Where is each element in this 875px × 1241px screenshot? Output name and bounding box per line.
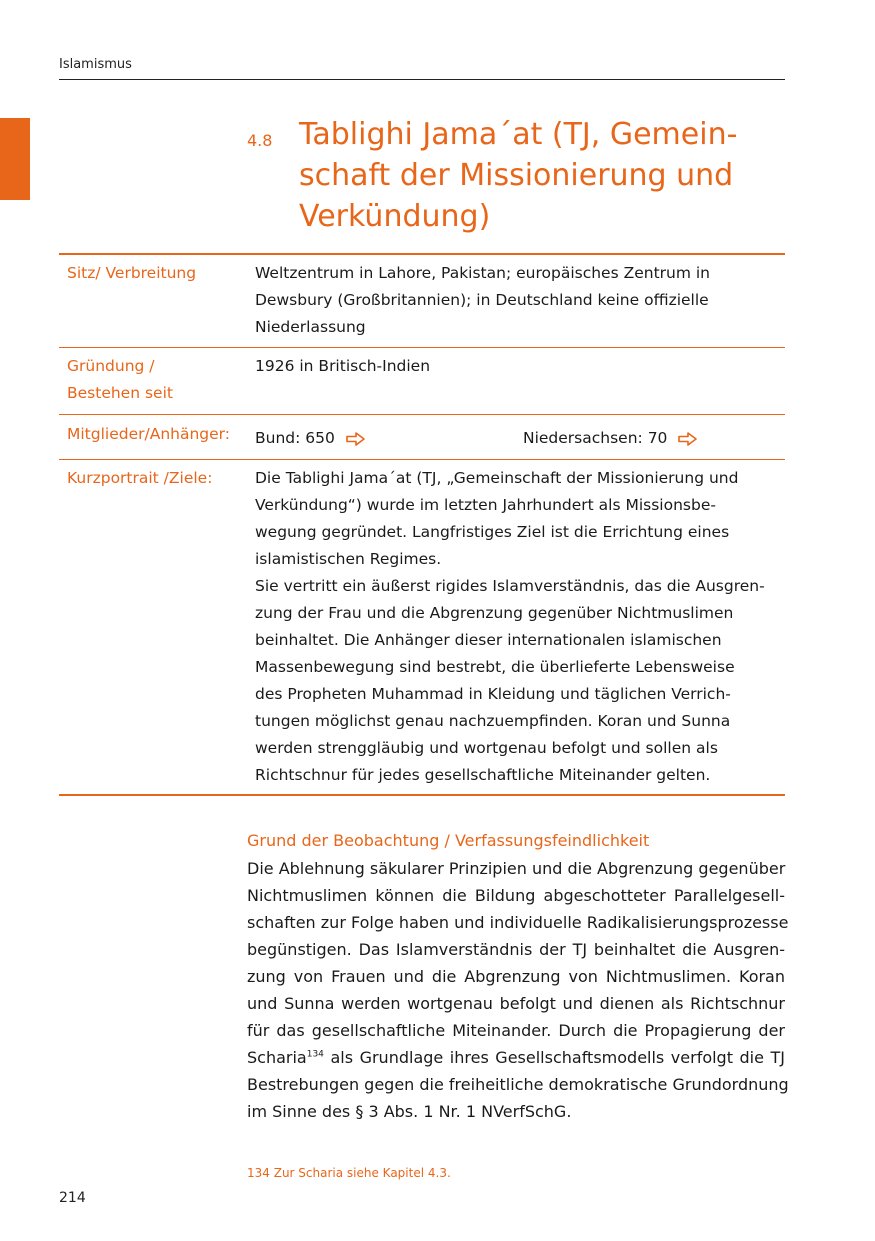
niedersachsen-count: Niedersachsen: 70 <box>523 429 668 447</box>
label-text: Sitz/ Verbreitung <box>67 264 197 282</box>
row-label-gruendung <box>67 353 173 407</box>
table-row-divider <box>59 459 785 460</box>
text-line: zung von Frauen und die Abgrenzung von Nichtmuslimen. Koran <box>247 967 785 986</box>
text-line: schaften zur Folge haben und individuelle Radikalisierungsprozesse <box>247 913 789 932</box>
arrow-right-outline-icon <box>346 432 366 446</box>
text-line: Nichtmuslimen können die Bildung abgeschotteter Parallelgesell- <box>247 886 785 905</box>
bund-count: Bund: 650 <box>255 429 335 447</box>
section-title-line: Verkündung) <box>299 199 491 234</box>
text-line: und Sunna werden wortgenau befolgt und dienen als Richtschnur <box>247 994 785 1013</box>
text-line: begünstigen. Das Islamverständnis der TJ beinhaltet die Ausgren- <box>247 940 785 959</box>
text-line: werden strenggläubig und wortgenau befolgt und sollen als <box>255 739 718 757</box>
text-line: für das gesellschaftliche Miteinander. Durch die Propagierung der <box>247 1021 785 1040</box>
row-label-sitz <box>67 260 196 287</box>
observation-body <box>247 855 789 1125</box>
footnote-134: 134 Zur Scharia siehe Kapitel 4.3. <box>247 1166 451 1180</box>
text-line: Massenbewegung sind bestrebt, die überlieferte Lebensweise <box>255 658 735 676</box>
label-text: Mitglieder/Anhänger: <box>67 425 230 443</box>
text-line: wegung gegründet. Langfristiges Ziel ist die Errichtung eines <box>255 523 730 541</box>
page-number: 214 <box>59 1190 86 1206</box>
row-value-niedersachsen <box>523 425 783 452</box>
text-line: islamistischen Regimes. <box>255 550 442 568</box>
footnote-reference[interactable]: 134 <box>306 1049 324 1060</box>
text-line: Bestrebungen gegen die freiheitliche demokratische Grundordnung <box>247 1075 789 1094</box>
row-value-sitz <box>255 260 780 341</box>
text-line-with-footnote <box>247 1044 785 1071</box>
text-line: beinhaltet. Die Anhänger dieser internationalen islamischen <box>255 631 722 649</box>
chapter-tab-marker <box>0 118 30 200</box>
text-line: im Sinne des § 3 Abs. 1 Nr. 1 NVerfSchG. <box>247 1102 572 1121</box>
text-line: des Propheten Muhammad in Kleidung und täglichen Verrich- <box>255 685 731 703</box>
text-line: Die Tablighi Jama´at (TJ, „Gemeinschaft der Missionierung und <box>255 469 739 487</box>
text-line: Niederlassung <box>255 318 366 336</box>
text-line: zung der Frau und die Abgrenzung gegenüber Nichtmuslimen <box>255 604 734 622</box>
header-divider <box>59 79 785 80</box>
label-text: Kurzportrait /Ziele: <box>67 469 213 487</box>
text-line: tungen möglichst genau nachzuempfinden. Koran und Sunna <box>255 712 731 730</box>
running-header: Islamismus <box>59 57 132 72</box>
row-label-kurzportrait <box>67 465 212 492</box>
scharia-word: Scharia <box>247 1048 307 1067</box>
table-top-rule <box>59 253 785 255</box>
section-title <box>299 114 779 237</box>
arrow-right-outline-icon <box>678 432 698 446</box>
table-row-divider <box>59 414 785 415</box>
row-label-mitglieder <box>67 421 230 448</box>
text-line: Sie vertritt ein äußerst rigides Islamverständnis, das die Ausgren- <box>255 577 765 595</box>
label-line: Gründung / <box>67 357 155 375</box>
row-value-gruendung <box>255 353 780 380</box>
section-number: 4.8 <box>247 131 273 150</box>
text-line: Die Ablehnung säkularer Prinzipien und die Abgrenzung gegenüber <box>247 859 786 878</box>
section-title-line: Tablighi Jama´at (TJ, Gemein- <box>299 117 738 152</box>
table-row-divider <box>59 347 785 348</box>
text-line: Richtschnur für jedes gesellschaftliche Miteinander gelten. <box>255 766 711 784</box>
table-bottom-rule <box>59 794 785 796</box>
text-line: 1926 in Britisch-Indien <box>255 357 431 375</box>
scharia-rest: als Grundlage ihres Gesellschaftsmodells verfolgt die TJ <box>323 1048 785 1067</box>
label-line: Bestehen seit <box>67 384 173 402</box>
text-line: Verkündung“) wurde im letzten Jahrhundert als Missionsbe- <box>255 496 716 514</box>
row-value-kurzportrait <box>255 465 780 789</box>
text-line: Weltzentrum in Lahore, Pakistan; europäisches Zentrum in <box>255 264 710 282</box>
section-title-line: schaft der Missionierung und <box>299 158 734 193</box>
text-line: Dewsbury (Großbritannien); in Deutschland keine offizielle <box>255 291 709 309</box>
observation-heading: Grund der Beobachtung / Verfassungsfeindlichkeit <box>247 831 650 850</box>
